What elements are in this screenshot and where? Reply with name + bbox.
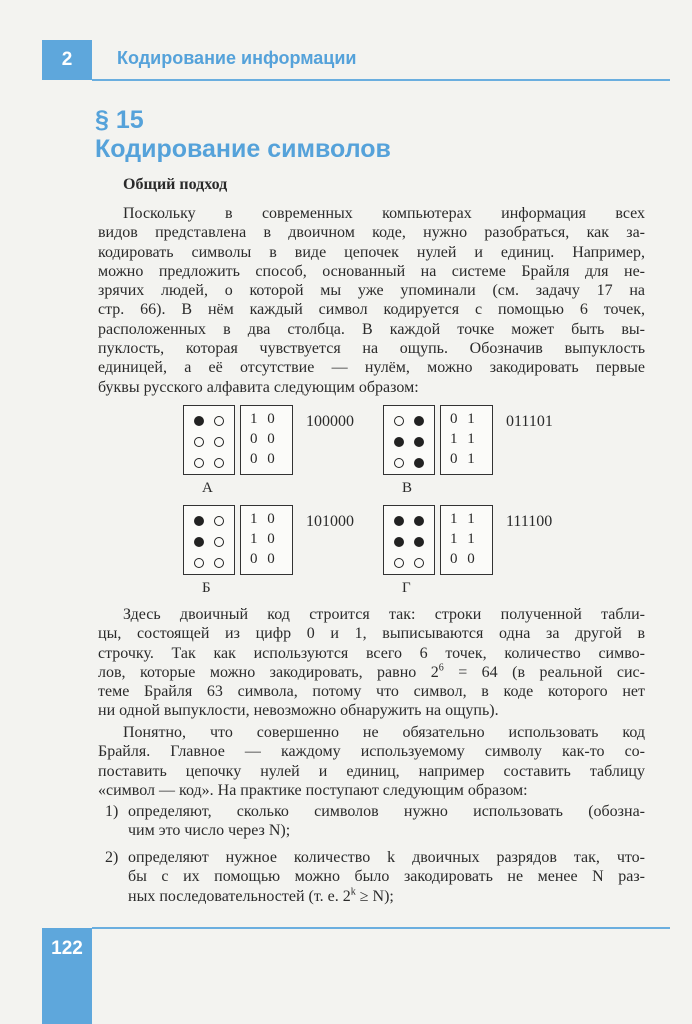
code-row: 1 1 [450,431,475,447]
raised-dot-icon [194,516,204,526]
text-line: расположенных в два столбца. В каждой точке может быть вы- [98,320,645,338]
code-row: 0 1 [450,451,475,467]
code-matrix [440,505,493,575]
empty-dot-icon [214,558,224,568]
subheading: Общий подход [123,176,228,193]
braille-cell [183,405,235,475]
raised-dot-icon [194,537,204,547]
list-item [105,848,645,906]
empty-dot-icon [214,516,224,526]
section-title: Кодирование символов [95,135,391,163]
empty-dot-icon [394,416,404,426]
text-line: теме Брайля 63 символа, потому что символ, в коде которого нет [98,683,645,701]
code-row: 0 0 [250,551,275,567]
text-line: бы с их помощью можно было закодировать не менее N раз- [128,868,645,886]
binary-code: 100000 [306,413,354,430]
raised-dot-icon [194,416,204,426]
superscript: k [350,886,356,898]
list-body [128,802,645,841]
list-body [128,848,645,906]
section-number: § 15 [95,106,144,134]
text-line: ни одной выпуклости, невозможно обнаружить на ощупь). [98,702,499,720]
text-line: видов представлена в двоичном коде, нужно разобраться, как за- [98,224,645,242]
binary-code: 011101 [506,413,553,430]
braille-cell [383,405,435,475]
letter-label: Г [402,580,411,596]
braille-cell [383,505,435,575]
code-row: 1 1 [450,511,475,527]
paragraph-intro [98,204,645,397]
footer-divider [92,927,670,929]
text-line [128,887,645,906]
raised-dot-icon [394,437,404,447]
text-line: строчку. Так как используются всего 6 точек, количество симво- [98,644,645,662]
binary-code: 101000 [306,513,354,530]
code-row: 1 0 [250,411,275,427]
text-line: стр. 66). В нём каждый символ кодируется с помощью 6 точек, [98,301,645,319]
text-line: цы, состоящей из цифр 0 и 1, выписываются одна за другой в [98,625,645,643]
raised-dot-icon [394,516,404,526]
empty-dot-icon [394,558,404,568]
code-matrix [440,405,493,475]
code-row: 0 0 [250,431,275,447]
letter-label: А [202,480,213,496]
text-line: Поскольку в современных компьютерах информация всех [123,205,645,222]
page-number: 122 [42,928,92,1024]
text-line: единицей, а её отсутствие — нулём, можно закодировать первые [98,359,645,377]
text-line: чим это число через N); [128,822,291,840]
chapter-number: 2 [42,40,92,80]
chapter-title: Кодирование информации [117,48,357,68]
text-line: Понятно, что совершенно не обязательно использовать код [123,724,645,741]
text-segment: = 64 (в реальной сис- [443,663,645,681]
empty-dot-icon [214,437,224,447]
text-segment: ных последовательностей (т. е. 2 [128,887,351,905]
text-line: «символ — код». На практике поступают следующим образом: [98,781,528,799]
empty-dot-icon [194,437,204,447]
code-row: 0 1 [450,411,475,427]
empty-dot-icon [394,458,404,468]
text-line: определяют нужное количество k двоичных разрядов так, что- [128,849,645,866]
header-divider [92,79,670,81]
code-matrix [240,405,293,475]
binary-code: 111100 [506,513,553,530]
letter-label: Б [202,580,211,596]
code-row: 1 0 [250,531,275,547]
empty-dot-icon [414,558,424,568]
code-row: 0 0 [250,451,275,467]
list-number: 2) [105,849,119,866]
text-line: можно предложить способ, основанный на системе Брайля для не- [98,262,645,280]
superscript: 6 [438,662,444,674]
empty-dot-icon [214,416,224,426]
empty-dot-icon [214,458,224,468]
empty-dot-icon [194,558,204,568]
code-row: 0 0 [450,551,475,567]
empty-dot-icon [194,458,204,468]
paragraph-practice [98,723,645,800]
raised-dot-icon [414,458,424,468]
list-number: 1) [105,803,119,820]
code-row: 1 0 [250,511,275,527]
text-line: буквы русского алфавита следующим образом: [98,378,419,396]
text-line [98,663,645,682]
braille-cell [183,505,235,575]
text-line: Брайля. Главное — каждому используемому символу как-то со- [98,743,645,761]
paragraph-binary-code [98,605,645,721]
text-segment: лов, которые можно закодировать, равно 2 [98,663,439,681]
text-line: кодировать символы в виде цепочек нулей и единиц. Например, [98,243,645,261]
raised-dot-icon [414,437,424,447]
text-line: пуклость, которая чувствуется на ощупь. Обозначив выпуклость [98,340,645,358]
raised-dot-icon [414,516,424,526]
code-matrix [240,505,293,575]
raised-dot-icon [414,537,424,547]
text-line: Здесь двоичный код строится так: строки полученной табли- [123,606,645,623]
letter-label: В [402,480,413,496]
code-row: 1 1 [450,531,475,547]
text-line: поставить цепочку нулей и единиц, например составить таблицу [98,762,645,780]
raised-dot-icon [414,416,424,426]
text-segment: ≥ N); [355,887,394,905]
empty-dot-icon [214,537,224,547]
text-line: определяют, сколько символов нужно использовать (обозна- [128,803,645,820]
list-item [105,802,645,841]
text-line: зрячих людей, о которой мы уже упоминали (см. задачу 17 на [98,282,645,300]
raised-dot-icon [394,537,404,547]
